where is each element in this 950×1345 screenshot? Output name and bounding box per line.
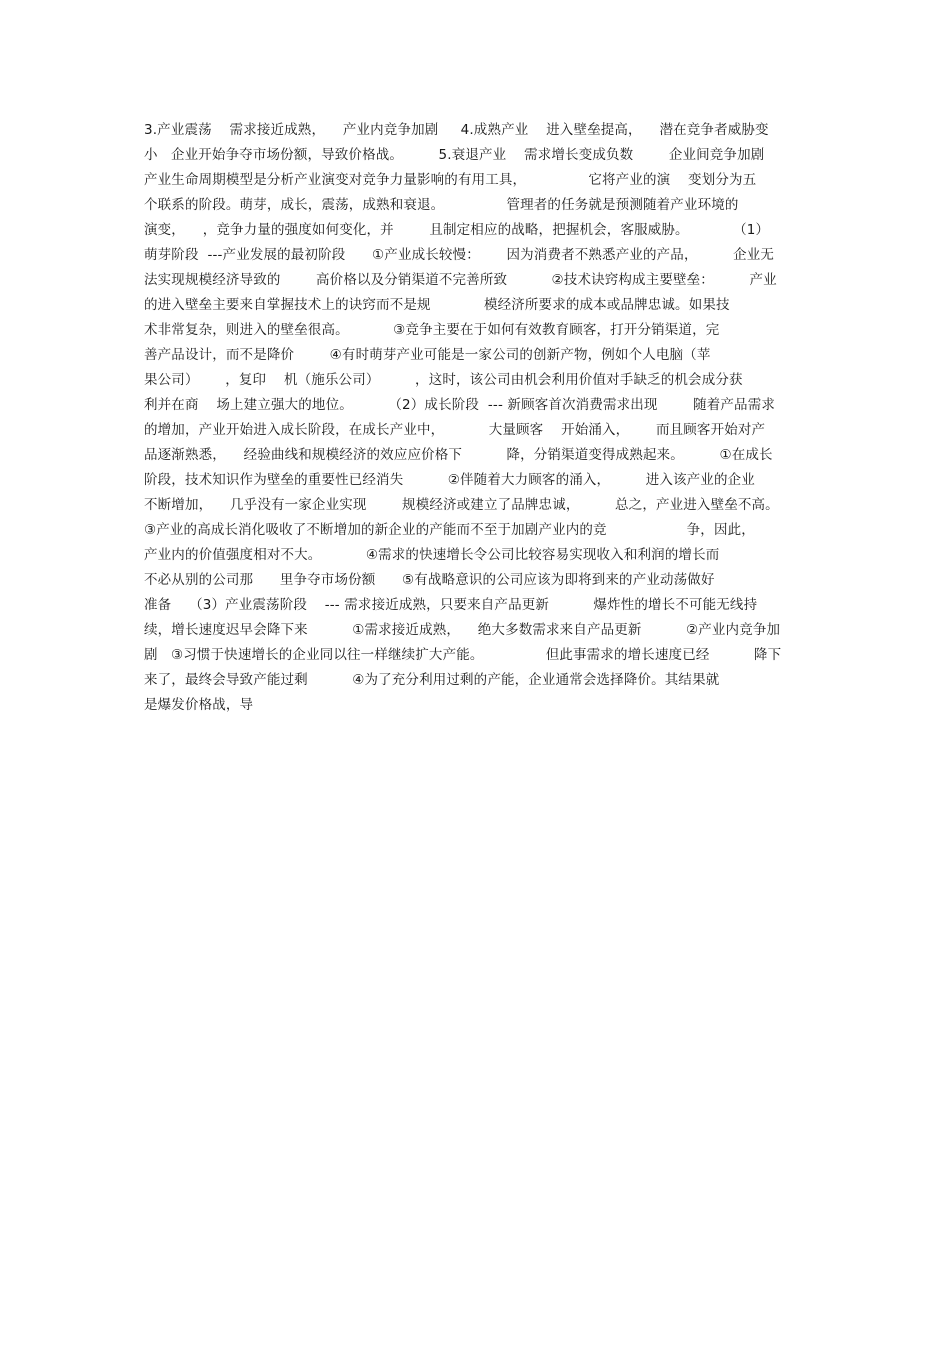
text-line: 3.产业震荡 需求接近成熟， 产业内竞争加剧 4.成熟产业 进入壁垒提高， 潜在竞争者威胁变 [144,122,769,138]
text-line: 演变， ，竞争力量的强度如何变化，并 且制定相应的战略，把握机会，客服威胁。 （1） [144,222,770,238]
text-line: 的增加，产业开始进入成长阶段，在成长产业中， 大量顾客 开始涌入， 而且顾客开始对产 [144,422,766,438]
text-line: 阶段，技术知识作为壁垒的重要性已经消失 ②伴随着大力顾客的涌入， 进入该产业的企业 [144,472,755,488]
text-line: 不必从别的公司那 里争夺市场份额 ⑤有战略意识的公司应该为即将到来的产业动荡做好 [144,572,715,588]
text-line: ③产业的高成长消化吸收了不断增加的新企业的产能而不至于加剧产业内的竞 争，因此， [144,522,755,538]
text-line: 品逐渐熟悉， 经验曲线和规模经济的效应应价格下 降，分销渠道变得成熟起来。 ①在成长 [144,447,773,463]
text-line: 产业生命周期模型是分析产业演变对竞争力量影响的有用工具， 它将产业的演 变划分为五 [144,172,757,188]
text-line: 个联系的阶段。萌芽，成长，震荡，成熟和衰退。 管理者的任务就是预测随着产业环境的 [144,197,739,213]
text-line: 利并在商 场上建立强大的地位。 （2）成长阶段 --- 新顾客首次消费需求出现 随着产品需求 [144,397,776,413]
text-line: 的进入壁垒主要来自掌握技术上的诀窍而不是规 模经济所要求的成本或品牌忠诚。如果技 [144,297,730,313]
text-line: 准备 （3）产业震荡阶段 --- 需求接近成熟，只要来自产品更新 爆炸性的增长不可能无线持 [144,597,758,613]
text-line: 萌芽阶段 ---产业发展的最初阶段 ①产业成长较慢： 因为消费者不熟悉产业的产品， 企业无 [144,247,775,263]
text-line: 不断增加， 几乎没有一家企业实现 规模经济或建立了品牌忠诚， 总之，产业进入壁垒不高。 [144,497,779,513]
text-line: 来了，最终会导致产能过剩 ④为了充分利用过剩的产能，企业通常会选择降价。其结果就 [144,672,720,688]
text-line: 法实现规模经济导致的 高价格以及分销渠道不完善所致 ②技术诀窍构成主要壁垒： 产业 [144,272,777,288]
text-line: 小 企业开始争夺市场份额，导致价格战。 5.衰退产业 需求增长变成负数 企业间竞争加剧 [144,147,765,163]
text-line: 果公司） ，复印 机（施乐公司） ，这时，该公司由机会利用价值对手缺乏的机会成分获 [144,372,743,388]
body-text [144,118,809,718]
text-line: 产业内的价值强度相对不大。 ④需求的快速增长令公司比较容易实现收入和利润的增长而 [144,547,720,563]
text-line: 续，增长速度迟早会降下来 ①需求接近成熟， 绝大多数需求来自产品更新 ②产业内竞争加 [144,622,781,638]
text-line: 善产品设计，而不是降价 ④有时萌芽产业可能是一家公司的创新产物，例如个人电脑（苹 [144,347,711,363]
text-line: 术非常复杂，则进入的壁垒很高。 ③竞争主要在于如何有效教育顾客，打开分销渠道，完 [144,322,720,338]
text-line: 剧 ③习惯于快速增长的企业同以往一样继续扩大产能。 但此事需求的增长速度已经 降下 [144,647,782,663]
text-line: 是爆发价格战，导 [144,697,254,713]
